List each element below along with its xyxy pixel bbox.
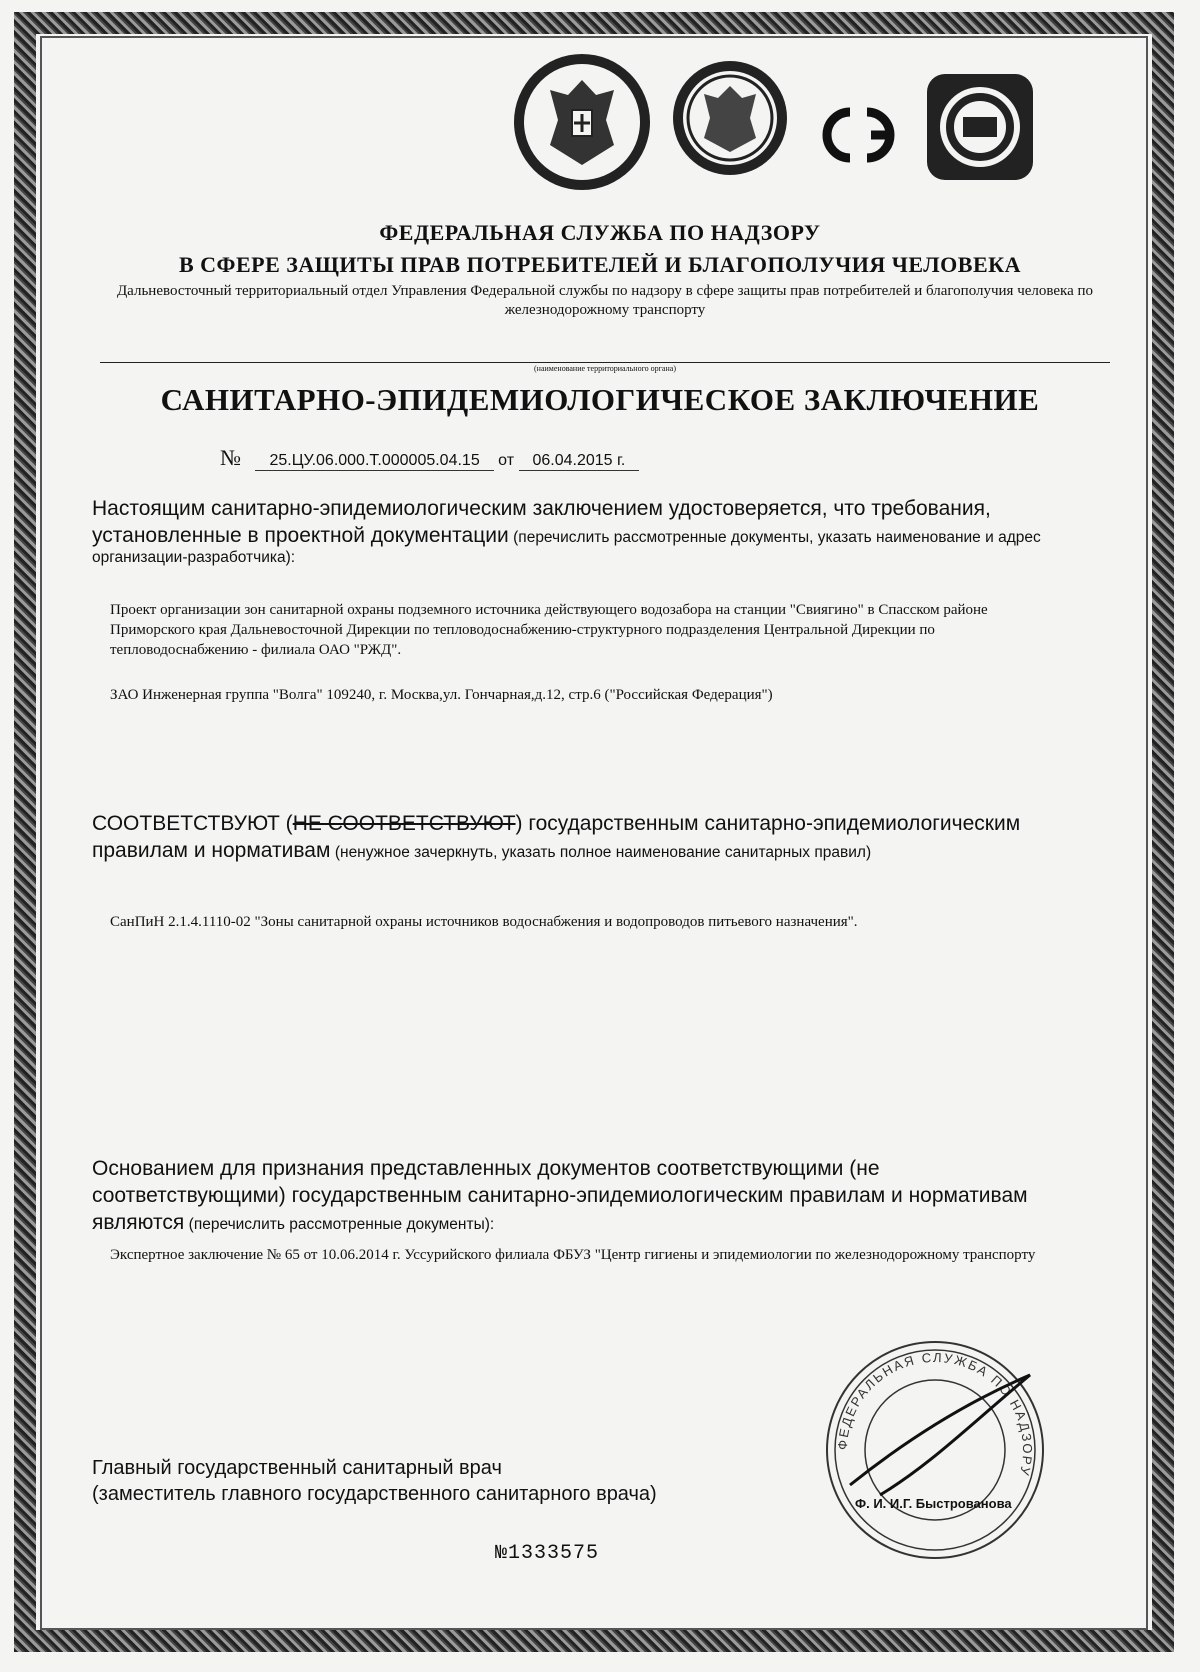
- section2-compliance: [92, 810, 1078, 864]
- number-symbol: №: [220, 445, 241, 470]
- state-seal-icon: [670, 58, 790, 178]
- rospotrebnadzor-emblem-icon: [510, 50, 655, 195]
- signature-title: [92, 1455, 657, 1507]
- agency-name-line2: В СФЕРЕ ЗАЩИТЫ ПРАВ ПОТРЕБИТЕЛЕЙ И БЛАГОПОЛУЧИЯ ЧЕЛОВЕКА: [179, 252, 1021, 277]
- basis-note: (перечислить рассмотренные документы):: [188, 1216, 495, 1233]
- comply-label: СООТВЕТСТВУЮТ (: [92, 812, 293, 835]
- department-caption: (наименование территориального органа): [534, 364, 676, 373]
- territorial-department: Дальневосточный территориальный отдел Управления Федеральной службы по надзору в сфере защиты прав потребителей и благополучия человека по железнодорожному транспорту: [116, 283, 1094, 318]
- developer-info: ЗАО Инженерная группа "Волга" 109240, г. Москва,ул. Гончарная,д.12, стр.6 ("Российская Федерация"): [110, 687, 773, 703]
- section3-basis: [92, 1155, 1078, 1236]
- section1-intro-text: Настоящим санитарно-эпидемиологическим заключением удостоверяется, что требования, установленные в проектной документации: [92, 497, 991, 547]
- comply-rest: ) государственным санитарно-эпидемиологическим правилам и нормативам: [92, 812, 1021, 862]
- signatory-name: Ф. И. И.Г. Быстрованова: [855, 1496, 1012, 1511]
- agency-name-line1: ФЕДЕРАЛЬНАЯ СЛУЖБА ПО НАДЗОРУ: [379, 220, 821, 245]
- signature-title-line1: Главный государственный санитарный врач: [92, 1457, 502, 1479]
- number-row: [220, 445, 639, 471]
- document-number: 25.ЦУ.06.000.Т.000005.04.15: [255, 452, 493, 471]
- sanitary-rules: СанПиН 2.1.4.1110-02 "Зоны санитарной охраны источников водоснабжения и водопроводов питьевого назначения".: [110, 914, 858, 930]
- document-date: 06.04.2015 г.: [519, 452, 640, 471]
- se-mark-icon: [805, 100, 915, 170]
- basis-text: Основанием для признания представленных документов соответствующими (не соответствующими) государственным санитарно-эпидемиологическим правилам и нормативам являются: [92, 1157, 1028, 1234]
- signature-title-line2: (заместитель главного государственного санитарного врача): [92, 1483, 657, 1505]
- official-stamp-icon: [820, 1335, 1050, 1565]
- header-emblems: [510, 50, 1070, 200]
- expert-conclusion: Экспертное заключение № 65 от 10.06.2014 г. Уссурийского филиала ФБУЗ "Центр гигиены и эпидемиологии по железнодорожному транспорту: [110, 1247, 1036, 1263]
- section1-intro: [92, 495, 1078, 567]
- section1-intro-note: (перечислить рассмотренные документы, указать наименование и адрес организации-разработчика):: [92, 529, 1041, 566]
- document-title: САНИТАРНО-ЭПИДЕМИОЛОГИЧЕСКОЕ ЗАКЛЮЧЕНИЕ: [160, 382, 1040, 417]
- project-description: Проект организации зон санитарной охраны подземного источника действующего водозабора на станции "Свиягино" в Спасском районе Приморского края Дальневосточной Дирекции по тепловодоснабжению-структурного подразделения Центральной Дирекции по тепловодоснабжению - филиала ОАО "РЖД".: [110, 602, 988, 658]
- certification-logo-icon: [925, 72, 1035, 182]
- form-serial-number: №1333575: [495, 1542, 600, 1565]
- stamp-text: ФЕДЕРАЛЬНАЯ СЛУЖБА ПО НАДЗОРУ: [834, 1349, 1036, 1479]
- department-underline: [100, 362, 1110, 363]
- section2-note: (ненужное зачеркнуть, указать полное наименование санитарных правил): [334, 844, 872, 861]
- from-label: от: [498, 452, 515, 469]
- not-comply-struck: НЕ СООТВЕТСТВУЮТ: [292, 812, 516, 835]
